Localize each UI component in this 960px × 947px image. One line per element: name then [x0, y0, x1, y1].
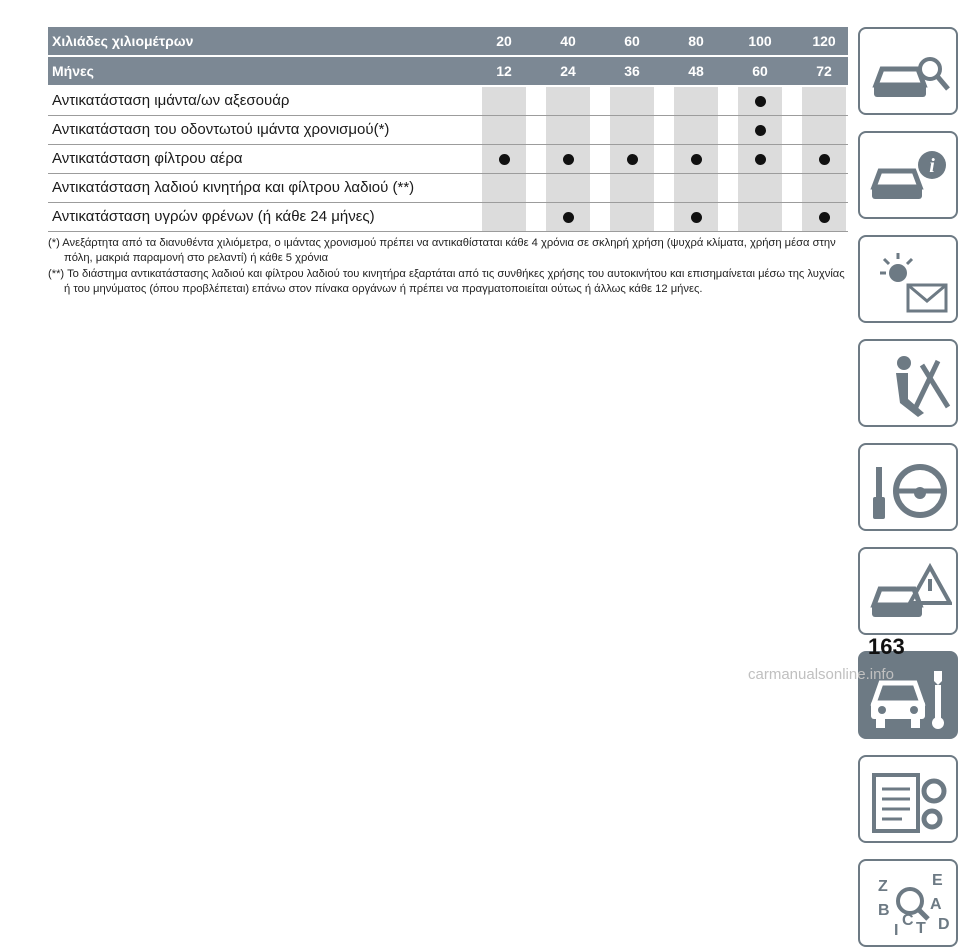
svg-text:A: A [930, 896, 942, 913]
header-month-value: 72 [802, 57, 846, 85]
interval-cell [738, 174, 782, 202]
svg-text:Z: Z [878, 878, 888, 895]
header-km-value: 80 [674, 27, 718, 55]
scheduled-dot-icon [755, 96, 766, 107]
svg-text:B: B [878, 902, 890, 919]
chapter-tab[interactable] [858, 547, 958, 635]
table-row [48, 116, 848, 145]
table-body [48, 87, 848, 232]
svg-text:I: I [894, 922, 899, 939]
interval-cell [610, 87, 654, 115]
header-month-value: 36 [610, 57, 654, 85]
interval-cell [802, 87, 846, 115]
interval-cell [674, 87, 718, 115]
row-label: Αντικατάσταση φίλτρου αέρα [52, 150, 243, 167]
interval-cell [482, 116, 526, 144]
interval-cell [674, 145, 718, 173]
table-row [48, 174, 848, 203]
interval-cell [674, 116, 718, 144]
svg-text:C: C [902, 912, 914, 929]
interval-cell [546, 116, 590, 144]
footnote-timing-belt: (*) Ανεξάρτητα από τα διανυθέντα χιλιόμετρα, ο ιμάντας χρονισμού πρέπει να αντικαθίσταται κάθε 4 χρόνια σε σκληρή χρήση (ψυχρά κλίματα, χρήση μέσα στην πόλη, μακριά παραμονή στο ρελαντί) ή κάθε 5 χρόνια [48, 237, 836, 264]
scheduled-dot-icon [627, 154, 638, 165]
scheduled-dot-icon [691, 212, 702, 223]
chapter-tab[interactable] [858, 235, 958, 323]
scheduled-dot-icon [755, 154, 766, 165]
interval-cell [802, 203, 846, 231]
chapter-tab[interactable] [858, 339, 958, 427]
svg-text:i: i [929, 155, 935, 177]
header-month-value: 24 [546, 57, 590, 85]
header-km-value: 60 [610, 27, 654, 55]
table-row [48, 145, 848, 174]
footnotes [48, 236, 848, 298]
interval-cell [802, 116, 846, 144]
header-row-months [48, 57, 848, 87]
header-month-value: 48 [674, 57, 718, 85]
interval-cell [546, 87, 590, 115]
interval-cell [546, 203, 590, 231]
header-month-value: 60 [738, 57, 782, 85]
page-number: 163 [868, 634, 905, 659]
interval-cell [738, 145, 782, 173]
header-km-value: 40 [546, 27, 590, 55]
svg-text:T: T [916, 920, 926, 937]
maintenance-table [48, 27, 848, 232]
scheduled-dot-icon [563, 154, 574, 165]
header-kilometers-label: Χιλιάδες χιλιομέτρων [52, 33, 194, 49]
interval-cell [546, 174, 590, 202]
chapter-tab[interactable] [858, 443, 958, 531]
row-label: Αντικατάσταση ιμάντα/ων αξεσουάρ [52, 92, 290, 109]
interval-cell [738, 87, 782, 115]
chapter-tab[interactable] [858, 755, 958, 843]
interval-cell [482, 87, 526, 115]
interval-cell [482, 174, 526, 202]
svg-text:D: D [938, 916, 950, 933]
row-label: Αντικατάσταση υγρών φρένων (ή κάθε 24 μήνες) [52, 208, 375, 225]
interval-cell [738, 203, 782, 231]
scheduled-dot-icon [499, 154, 510, 165]
header-km-value: 20 [482, 27, 526, 55]
interval-cell [802, 145, 846, 173]
header-km-value: 120 [802, 27, 846, 55]
header-months-label: Μήνες [52, 63, 94, 79]
interval-cell [738, 116, 782, 144]
interval-cell [610, 174, 654, 202]
table-row [48, 203, 848, 232]
chapter-tab[interactable] [858, 651, 958, 739]
interval-cell [610, 203, 654, 231]
scheduled-dot-icon [755, 125, 766, 136]
watermark: carmanualsonline.info [748, 666, 894, 683]
scheduled-dot-icon [563, 212, 574, 223]
scheduled-dot-icon [819, 154, 830, 165]
interval-cell [674, 203, 718, 231]
header-row-kilometers [48, 27, 848, 57]
header-km-value: 100 [738, 27, 782, 55]
svg-text:E: E [932, 872, 943, 889]
header-month-value: 12 [482, 57, 526, 85]
interval-cell [482, 145, 526, 173]
scheduled-dot-icon [691, 154, 702, 165]
chapter-tab[interactable] [858, 27, 958, 115]
interval-cell [610, 145, 654, 173]
table-row [48, 87, 848, 116]
interval-cell [482, 203, 526, 231]
chapter-tab[interactable] [858, 131, 958, 219]
scheduled-dot-icon [819, 212, 830, 223]
row-label: Αντικατάσταση του οδοντωτού ιμάντα χρονισμού(*) [52, 121, 390, 138]
interval-cell [674, 174, 718, 202]
chapter-tab[interactable] [858, 859, 958, 947]
interval-cell [610, 116, 654, 144]
footnote-oil-change: (**) Το διάστημα αντικατάστασης λαδιού και φίλτρου λαδιού του κινητήρα εξαρτάται από τις συνθήκες χρήσης του αυτοκινήτου και επισημαίνεται μέσω της λυχνίας ή του μηνύματος (όπου προβλέπεται) επάνω στον πίνακα οργάνων ή πρέπει να πραγματοποιείται ούτως ή άλλως κάθε 12 μήνες. [48, 268, 845, 295]
interval-cell [546, 145, 590, 173]
interval-cell [802, 174, 846, 202]
row-label: Αντικατάσταση λαδιού κινητήρα και φίλτρου λαδιού (**) [52, 179, 415, 196]
